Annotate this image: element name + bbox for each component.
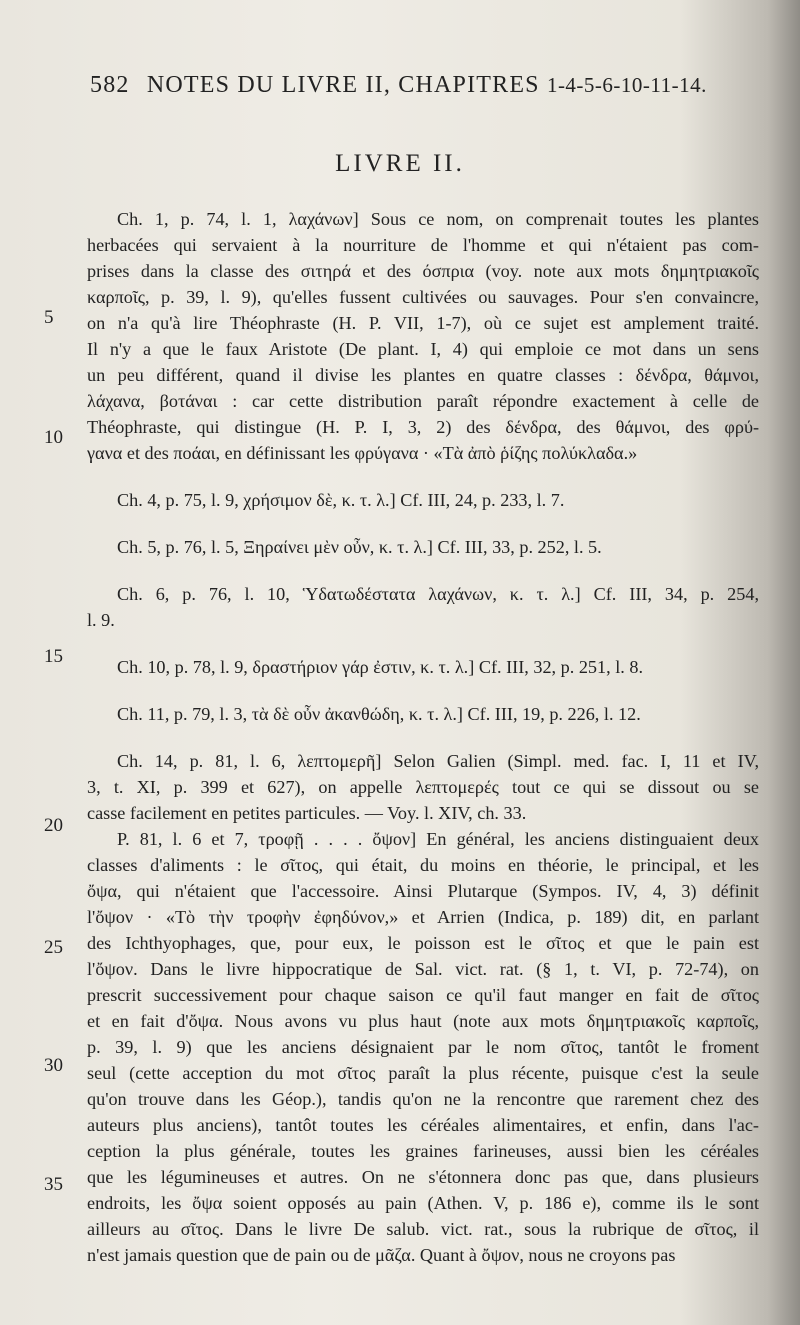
line-number: 10	[44, 427, 63, 448]
line-number: 30	[44, 1055, 63, 1076]
text-line: herbacées qui servaient à la nourriture de l'homme et qui n'étaient pas com-	[87, 235, 759, 255]
note-paragraph	[87, 534, 759, 560]
page-number: 582	[90, 72, 130, 98]
text-line: Théophraste, qui distingue (H. P. I, 3, 2) des δένδρα, des θάμνοι, des φρύ-	[87, 417, 759, 437]
text-line: prises dans la classe des σιτηρά et des όσπρια (voy. note aux mots δημητριακοῖς	[87, 261, 759, 281]
text-line: P. 81, l. 6 et 7, τροφῇ . . . . ὄψον] En général, les anciens distinguaient deux	[117, 829, 759, 849]
text-line: casse facilement en petites particules. — Voy. l. XIV, ch. 33.	[87, 803, 527, 823]
running-header	[90, 72, 730, 99]
note-paragraph	[87, 748, 759, 1268]
text-line: seul (cette acception du mot σῖτος paraît la plus récente, puisque c'est la seule	[87, 1063, 759, 1083]
line-number: 15	[44, 646, 63, 667]
line-number: 5	[44, 307, 54, 328]
text-line: l'ὄψον · «Τὸ τὴν τροφὴν ἐφηδύνον,» et Arrien (Indica, p. 189) dit, en parlant	[87, 907, 759, 927]
line-number: 20	[44, 815, 63, 836]
text-line: Ch. 11, p. 79, l. 3, τὰ δὲ οὖν ἀκανθώδη, κ. τ. λ.] Cf. III, 19, p. 226, l. 12.	[117, 704, 641, 724]
paragraph-gap	[87, 466, 759, 487]
text-line: prescrit successivement pour chaque saison ce qu'il faut manger en fait de σῖτος	[87, 985, 759, 1005]
note-paragraph	[87, 206, 759, 466]
text-line: Ch. 6, p. 76, l. 10, Ὑδατωδέστατα λαχάνων, κ. τ. λ.] Cf. III, 34, p. 254,	[117, 584, 759, 604]
text-line: Ch. 10, p. 78, l. 9, δραστήριον γάρ ἐστιν, κ. τ. λ.] Cf. III, 32, p. 251, l. 8.	[117, 657, 643, 677]
text-line: qu'on trouve dans les Géop.), tandis qu'on ne la rencontre que rarement chez des	[87, 1089, 759, 1109]
text-line: p. 39, l. 9) que les anciens désignaient par le nom σῖτος, tantôt le froment	[87, 1037, 759, 1057]
text-line: γανα et des ποάαι, en définissant les φρύγανα · «Τὰ ἀπὸ ῥίζης πολύκλαδα.»	[87, 443, 638, 463]
paragraph-gap	[87, 680, 759, 701]
text-line: καρποῖς, p. 39, l. 9), qu'elles fussent cultivées ou sauvages. Pour s'en convaincre,	[87, 287, 759, 307]
chapter-list: 1-4-5-6-10-11-14.	[546, 73, 707, 97]
note-paragraph	[87, 701, 759, 727]
text-line: auteurs plus anciens), tantôt toutes les céréales alimentaires, et enfin, dans l'ac-	[87, 1115, 759, 1135]
text-line: endroits, les ὄψα soient opposés au pain (Athen. V, p. 186 e), comme ils le sont	[87, 1193, 759, 1213]
text-line: Ch. 1, p. 74, l. 1, λαχάνων] Sous ce nom, on comprenait toutes les plantes	[117, 209, 759, 229]
text-line: ὄψα, qui n'étaient que l'accessoire. Ainsi Plutarque (Sympos. IV, 4, 3) définit	[87, 881, 759, 901]
paragraph-gap	[87, 560, 759, 581]
text-line: classes d'aliments : le σῖτος, qui était, du moins en théorie, le principal, et les	[87, 855, 759, 875]
text-line: Ch. 5, p. 76, l. 5, Ξηραίνει μὲν οὖν, κ. τ. λ.] Cf. III, 33, p. 252, l. 5.	[117, 537, 602, 557]
notes-body	[87, 206, 759, 1268]
text-line: λάχανα, βοτάναι : car cette distribution paraît répondre exactement à celle de	[87, 391, 759, 411]
paragraph-gap	[87, 633, 759, 654]
text-line: des Ichthyophages, que, pour eux, le poisson est le σῖτος et que le pain est	[87, 933, 759, 953]
note-paragraph	[87, 654, 759, 680]
text-line: ailleurs au σῖτος. Dans le livre De salub. vict. rat., sous la rubrique de σῖτος, il	[87, 1219, 759, 1239]
text-line: ception la plus générale, toutes les graines farineuses, aussi bien les céréales	[87, 1141, 759, 1161]
line-number: 35	[44, 1174, 63, 1195]
text-line: un peu différent, quand il divise les plantes en quatre classes : δένδρα, θάμνοι,	[87, 365, 759, 385]
paragraph-gap	[87, 727, 759, 748]
section-title: LIVRE II.	[335, 150, 465, 177]
running-title: NOTES DU LIVRE II, CHAPITRES	[146, 72, 540, 98]
text-line: Ch. 14, p. 81, l. 6, λεπτομερῆ] Selon Galien (Simpl. med. fac. I, 11 et IV,	[117, 751, 759, 771]
text-line: n'est jamais question que de pain ou de μᾶζα. Quant à ὄψον, nous ne croyons pas	[87, 1245, 676, 1265]
paragraph-gap	[87, 513, 759, 534]
text-line: l. 9.	[87, 610, 115, 630]
text-line: que les légumineuses et autres. On ne s'étonnera donc pas que, dans plusieurs	[87, 1167, 759, 1187]
note-paragraph	[87, 581, 759, 633]
line-number: 25	[44, 937, 63, 958]
note-paragraph	[87, 487, 759, 513]
text-line: l'ὄψον. Dans le livre hippocratique de Sal. vict. rat. (§ 1, t. VI, p. 72-74), on	[87, 959, 759, 979]
text-line: 3, t. XI, p. 399 et 627), on appelle λεπτομερές tout ce qui se dissout ou se	[87, 777, 759, 797]
text-line: et en fait d'ὄψα. Nous avons vu plus haut (note aux mots δημητριακοῖς καρποῖς,	[87, 1011, 759, 1031]
text-line: Il n'y a que le faux Aristote (De plant. I, 4) qui emploie ce mot dans un sens	[87, 339, 759, 359]
text-line: on n'a qu'à lire Théophraste (H. P. VII, 1-7), où ce sujet est amplement traité.	[87, 313, 759, 333]
text-line: Ch. 4, p. 75, l. 9, χρήσιμον δὲ, κ. τ. λ.] Cf. III, 24, p. 233, l. 7.	[117, 490, 565, 510]
